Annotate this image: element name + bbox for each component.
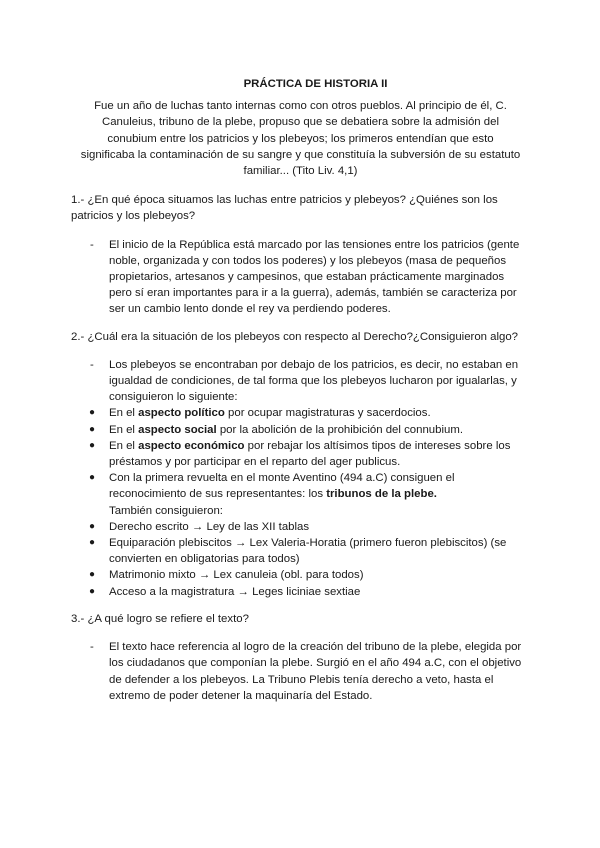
- dot-bullet: ●: [89, 520, 96, 532]
- dot-bullet: ●: [89, 407, 96, 419]
- answer-list-3: [83, 639, 524, 704]
- dash-bullet: -: [90, 358, 94, 371]
- list-item: ● Matrimonio mixto → Lex canuleia (obl. para todos): [83, 567, 524, 583]
- dot-bullet: ●: [89, 423, 96, 435]
- list-item: ● Acceso a la magistratura → Leges liciniae sextiae: [83, 584, 524, 600]
- answer-list-2: [83, 357, 524, 600]
- list-item: ● Con la primera revuelta en el monte Aventino (494 a.C) consiguen el reconocimiento de sus representantes: los tribunos de la plebe. También consiguieron:: [89, 472, 455, 517]
- bold-term: aspecto social: [138, 423, 217, 436]
- dot-bullet: ●: [89, 472, 96, 484]
- list-item: ● Derecho escrito → Ley de las XII tablas: [83, 519, 524, 535]
- bold-term: tribunos de la plebe.: [326, 488, 437, 501]
- list-item: ● En el aspecto económico por rebajar los altísimos tipos de intereses sobre los préstamos y por participar en el reparto del ager publicus.: [89, 439, 511, 469]
- dot-bullet: ●: [89, 537, 96, 549]
- answer-3-text: El texto hace referencia al logro de la creación del tribuno de la plebe, elegida por los ciudadanos que componían la plebe. Surgió en el año 494 a.C, con el objetivo de defender a los plebeyos. La Tribuno Plebis tenía derecho a veto, hasta el extremo de poder detener la maquinaría del Estado.: [109, 641, 522, 702]
- intro-quote: Fue un año de luchas tanto internas como con otros pueblos. Al principio de él, C. Canuleius, tribuno de la plebe, propuso que se debatiera sobre la admisión del conubium entre los patricios y los plebeyos; los primeros entendían que esto significaba la contaminación de su sangre y que constituía la subversión de su estatuto familiar... (Tito Liv. 4,1): [80, 100, 521, 178]
- answer-list-1: [83, 237, 524, 318]
- question-1: 1.- ¿En qué época situamos las luchas entre patricios y plebeyos? ¿Quiénes son los patricios y los plebeyos?: [71, 194, 498, 223]
- list-item: ● Equiparación plebiscitos → Lex Valeria-Horatia (primero fueron plebiscitos) (se convierten en obligatorias para todos): [89, 537, 507, 566]
- bold-term: aspecto económico: [138, 439, 245, 452]
- dot-bullet: ●: [89, 569, 96, 581]
- answer-1-text: El inicio de la República está marcado por las tensiones entre los patricios (gente noble, organizada y con todos los poderes) y los plebeyos (masa de pequeños propietarios, artesanos y campesinos, que estaban prácticamente marginados pero sí eran importantes para ir a la guerra), además, también se caracteriza por ser un cambio lento donde el rey va perdiendo poderes.: [109, 238, 520, 316]
- dash-bullet: -: [90, 641, 94, 654]
- dot-bullet: ●: [89, 585, 96, 597]
- list-item: ● En el aspecto político por ocupar magistraturas y sacerdocios.: [83, 405, 524, 421]
- dot-bullet: ●: [89, 439, 96, 451]
- answer-2-text: Los plebeyos se encontraban por debajo de los patricios, es decir, no estaban en igualdad de condiciones, de tal forma que los plebeyos lucharon por igualarlas, y consiguieron lo siguiente:: [109, 358, 519, 404]
- question-3: 3.- ¿A qué logro se refiere el texto?: [71, 612, 249, 625]
- page-title: PRÁCTICA DE HISTORIA II: [243, 78, 388, 90]
- bold-term: aspecto político: [138, 407, 225, 420]
- dash-bullet: -: [90, 238, 94, 251]
- list-item: [83, 237, 524, 318]
- list-item: [83, 357, 524, 406]
- list-item: ● En el aspecto social por la abolición de la prohibición del connubium.: [83, 422, 524, 438]
- question-2: 2.- ¿Cuál era la situación de los plebeyos con respecto al Derecho?¿Consiguieron algo?: [71, 330, 519, 343]
- list-item: [83, 639, 524, 704]
